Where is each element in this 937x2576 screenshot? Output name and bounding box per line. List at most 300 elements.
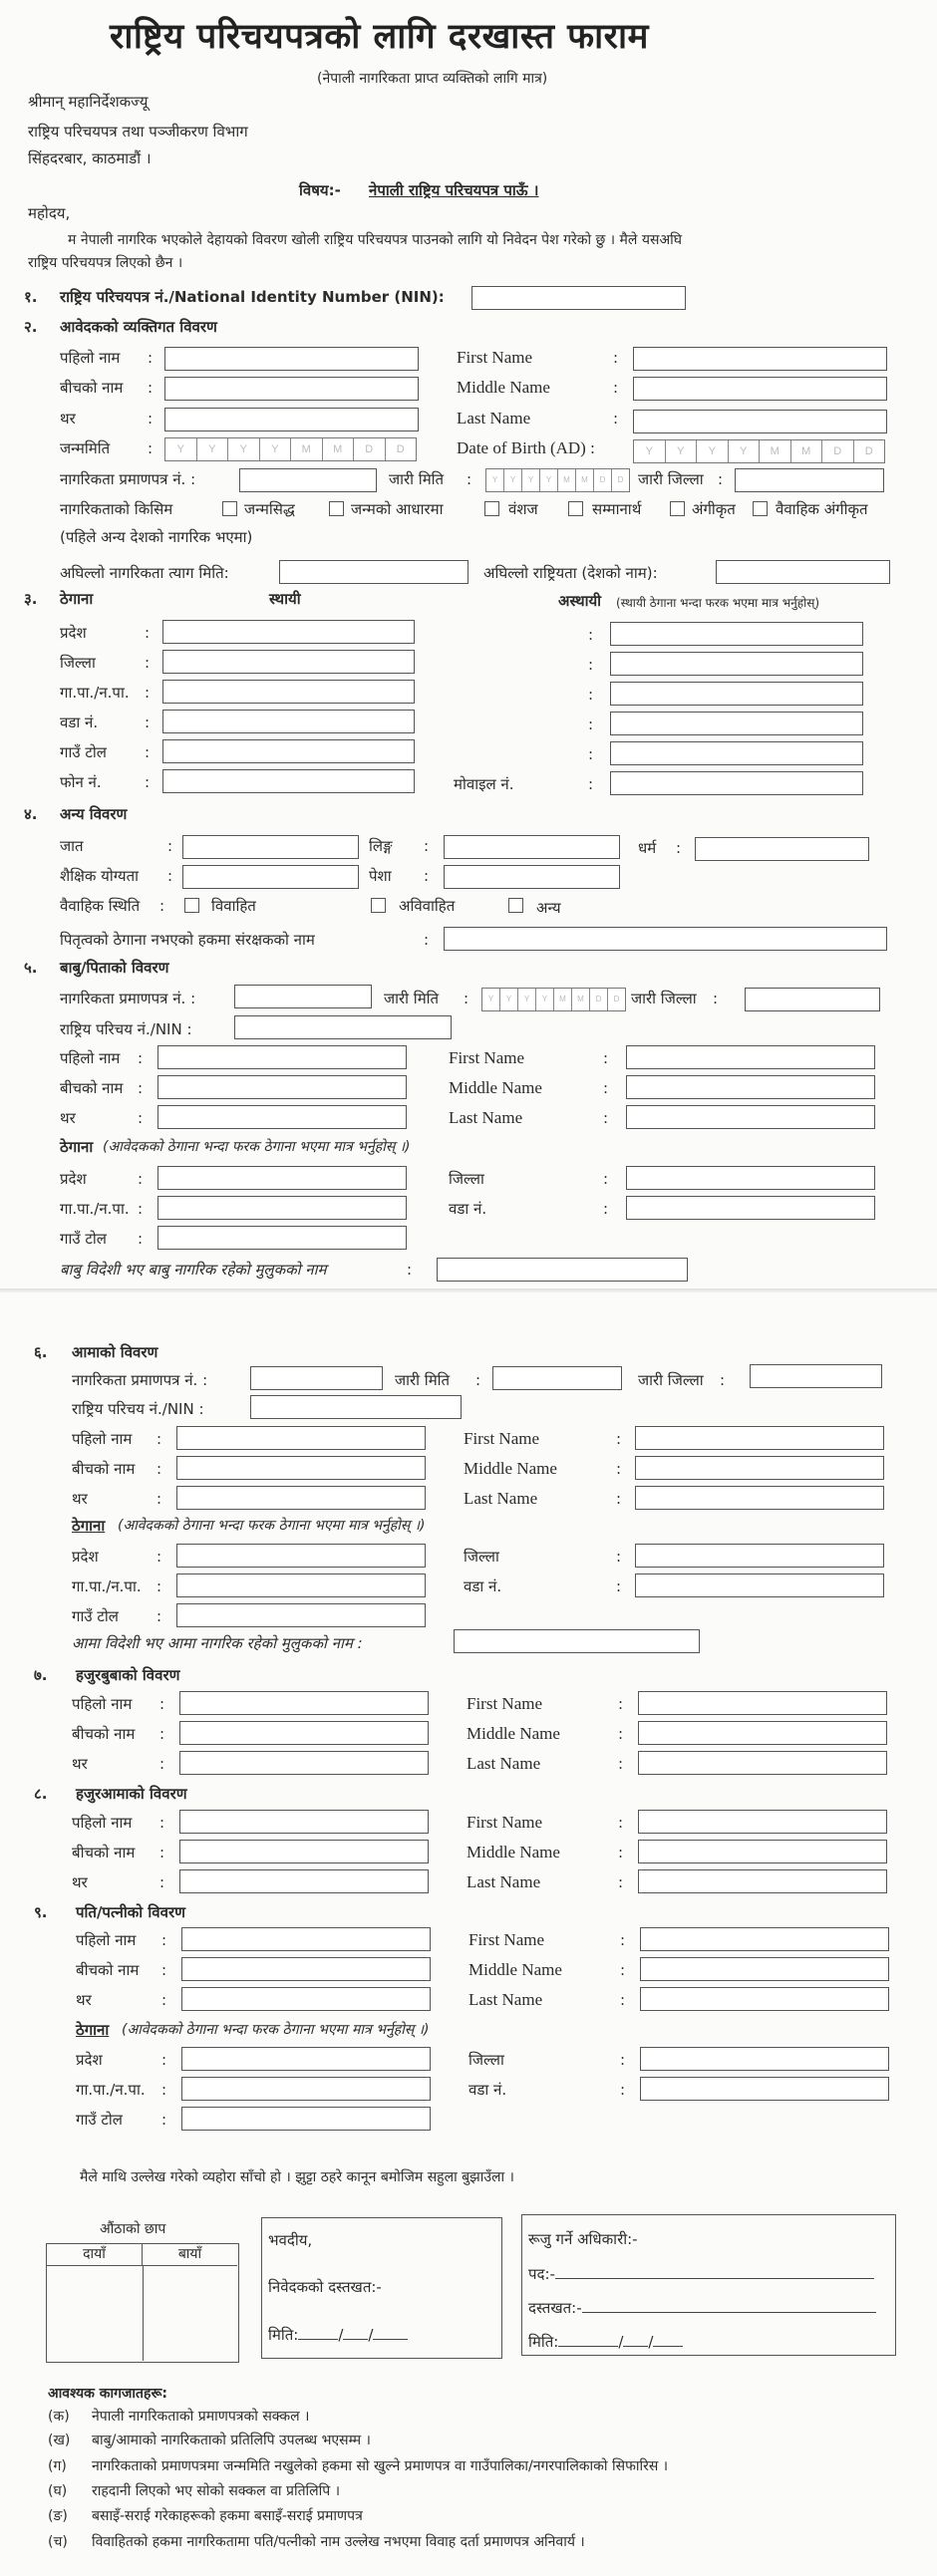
mother-tole-input[interactable]: [176, 1603, 426, 1627]
father-district-input[interactable]: [626, 1166, 875, 1190]
colon: :: [156, 1607, 162, 1625]
father-last-name-np-input[interactable]: [157, 1105, 407, 1129]
officer-post-label: पद:-: [528, 2265, 555, 2283]
grandmother-first-name-np-input[interactable]: [179, 1810, 429, 1834]
date-digit-cell[interactable]: Y: [228, 438, 260, 460]
colon: :: [620, 2081, 626, 2099]
marital-option: विवाहित: [211, 897, 256, 915]
father-issue-date-input[interactable]: [481, 988, 626, 1011]
applicant-tole-label: गाउँ टोल: [60, 743, 107, 761]
applicant-middle-name-np-label: बीचको नाम: [60, 379, 124, 397]
colon: :: [588, 716, 594, 733]
spouse-last-name-en-input[interactable]: [640, 1987, 889, 2011]
religion-input[interactable]: [695, 837, 869, 861]
section2-title: आवेदकको व्यक्तिगत विवरण: [60, 318, 217, 336]
citizenship-type-checkbox-5[interactable]: [753, 501, 768, 516]
education-input[interactable]: [182, 865, 359, 889]
spouse-first-name-en-label: First Name: [468, 1930, 545, 1949]
section7-number: ७.: [34, 1666, 48, 1684]
previous-citizenship-note: (पहिले अन्य देशको नागरिक भएमा): [60, 528, 253, 546]
colon: :: [138, 1200, 144, 1218]
citizenship-number-label: नागरिकता प्रमाणपत्र नं. :: [60, 470, 196, 488]
phone-label: फोन नं.: [60, 773, 102, 791]
colon: :: [603, 1170, 609, 1188]
grandfather-middle-name-np-label: बीचको नाम: [72, 1725, 136, 1743]
colon: :: [676, 839, 682, 857]
colon: :: [159, 1844, 165, 1861]
guardian-name-input[interactable]: [444, 927, 887, 951]
date-digit-cell[interactable]: M: [572, 989, 590, 1010]
colon: :: [620, 1961, 626, 1979]
marital-other-checkbox[interactable]: [508, 898, 523, 913]
colon: :: [618, 1725, 624, 1743]
colon: :: [620, 2051, 626, 2069]
issue-date-label: जारी मिति: [389, 470, 445, 488]
officer-date-label: मिति:: [528, 2333, 559, 2351]
declaration-text: मैले माथि उल्लेख गरेको व्यहोरा साँचो हो । झुट्टा ठहरे कानून बमोजिम सहुला बुझाउँला ।: [80, 2169, 514, 2185]
grandfather-middle-name-en-input[interactable]: [638, 1721, 887, 1745]
spouse-first-name-en-input[interactable]: [640, 1927, 889, 1951]
father-nin-input[interactable]: [234, 1015, 452, 1039]
colon: :: [713, 990, 719, 1007]
addressee-line-1: श्रीमान् महानिर्देशकज्यू: [28, 93, 149, 111]
father-district-label: जिल्ला: [449, 1170, 484, 1188]
page-break: [0, 1288, 937, 1292]
thumbprint-divider: [143, 2266, 144, 2361]
mother-foreign-country-input[interactable]: [454, 1629, 700, 1653]
spouse-tole-input[interactable]: [181, 2107, 431, 2131]
section5-title: बाबु/पिताको विवरण: [60, 959, 169, 977]
document-item-mark: (ग): [48, 2458, 67, 2474]
mother-district-input[interactable]: [635, 1544, 884, 1568]
spouse-first-name-np-input[interactable]: [181, 1927, 431, 1951]
grandfather-last-name-en-label: Last Name: [467, 1754, 541, 1773]
occupation-input[interactable]: [444, 865, 620, 889]
mother-citizenship-label: नागरिकता प्रमाणपत्र नं. :: [72, 1371, 208, 1389]
date-digit-cell[interactable]: Y: [482, 989, 500, 1010]
thumbprint-title: औंठाको छाप: [100, 2221, 166, 2237]
mobile-label: मोवाइल नं.: [454, 775, 514, 793]
grandmother-last-name-np-label: थर: [72, 1873, 88, 1891]
section4-number: ४.: [24, 805, 38, 823]
phone-input[interactable]: [162, 769, 415, 793]
required-documents-title: आवश्यक कागजातहरू:: [48, 2386, 167, 2402]
grandmother-middle-name-np-input[interactable]: [179, 1840, 429, 1863]
citizenship-number-input[interactable]: [239, 468, 377, 492]
spouse-middle-name-en-input[interactable]: [640, 1957, 889, 1981]
education-label: शैक्षिक योग्यता: [60, 867, 140, 885]
citizenship-type-label: नागरिकताको किसिम: [60, 500, 173, 518]
date-digit-cell[interactable]: Y: [522, 469, 540, 491]
date-digit-cell[interactable]: Y: [634, 440, 666, 462]
colon: :: [613, 379, 619, 397]
marital-option: अन्य: [536, 899, 561, 917]
document-item-text: बसाइँ-सराई गरेकाहरूको हकमा बसाइँ-सराई प्रमाणपत्र: [92, 2508, 363, 2524]
document-item-text: राहदानी लिएको भए सोको सक्कल वा प्रतिलिपि ।: [92, 2483, 341, 2499]
mother-issue-date-label: जारी मिति: [395, 1371, 451, 1389]
colon: :: [424, 837, 430, 855]
colon: :: [618, 1873, 624, 1891]
colon: :: [467, 470, 472, 488]
colon: :: [613, 349, 619, 367]
date-digit-cell[interactable]: D: [617, 475, 624, 484]
mother-first-name-en-input[interactable]: [635, 1426, 884, 1450]
mother-last-name-en-label: Last Name: [464, 1489, 538, 1508]
citizenship-type-checkbox-0[interactable]: [222, 501, 237, 516]
colon: :: [138, 1109, 144, 1127]
officer-signature-label: दस्तखत:-: [528, 2299, 582, 2317]
citizenship-type-checkbox-3[interactable]: [568, 501, 583, 516]
mother-middle-name-en-input[interactable]: [635, 1456, 884, 1480]
permanent-province-input[interactable]: [162, 620, 415, 644]
document-item-text: बाबु/आमाको नागरिकताको प्रतिलिपि उपलब्ध भएसम्म ।: [92, 2433, 371, 2448]
date-digit-cell[interactable]: Y: [504, 469, 522, 491]
mother-province-input[interactable]: [176, 1544, 426, 1568]
mother-last-name-np-input[interactable]: [176, 1486, 426, 1510]
mother-ward-label: वडा नं.: [464, 1577, 502, 1595]
mother-district-label: जिल्ला: [464, 1548, 499, 1566]
mother-middle-name-np-label: बीचको नाम: [72, 1460, 136, 1478]
applicant-last-name-np-input[interactable]: [164, 408, 419, 431]
grandfather-last-name-en-input[interactable]: [638, 1751, 887, 1775]
colon: :: [145, 684, 151, 702]
father-first-name-np-input[interactable]: [157, 1045, 407, 1069]
mother-middle-name-np-input[interactable]: [176, 1456, 426, 1480]
mother-ward-input[interactable]: [635, 1574, 884, 1597]
temporary-ward-input[interactable]: [610, 712, 863, 735]
colon: :: [148, 439, 154, 457]
gender-input[interactable]: [444, 835, 620, 859]
dob-en-label: Date of Birth (AD) :: [457, 438, 595, 457]
colon: :: [138, 1049, 144, 1067]
father-last-name-np-label: थर: [60, 1109, 76, 1127]
father-municipality-label: गा.पा./न.पा.: [60, 1200, 130, 1218]
grandmother-first-name-en-input[interactable]: [638, 1810, 887, 1834]
colon: :: [588, 745, 594, 763]
colon: :: [156, 1548, 162, 1566]
grandmother-last-name-en-label: Last Name: [467, 1872, 541, 1891]
subject-label: विषय:-: [299, 181, 341, 199]
applicant-last-name-np-label: थर: [60, 410, 76, 428]
father-tole-input[interactable]: [157, 1226, 407, 1250]
date-digit-cell[interactable]: Y: [165, 438, 197, 460]
date-digit-cell[interactable]: Y: [666, 440, 698, 462]
spouse-tole-label: गाउँ टोल: [76, 2111, 123, 2129]
temporary-address-header: अस्थायी: [558, 592, 602, 610]
grandmother-middle-name-en-input[interactable]: [638, 1840, 887, 1863]
date-digit-cell[interactable]: Y: [536, 989, 554, 1010]
regards-label: भवदीय,: [268, 2231, 313, 2249]
applicant-middle-name-en-input[interactable]: [633, 377, 887, 401]
mother-first-name-np-input[interactable]: [176, 1426, 426, 1450]
salutation: महोदय,: [28, 204, 71, 222]
colon: :: [159, 1873, 165, 1891]
applicant-last-name-en-input[interactable]: [633, 410, 887, 433]
mother-address-note: (आवेदकको ठेगाना भन्दा फरक ठेगाना भएमा मात्र भर्नुहोस् ।): [118, 1518, 426, 1534]
dob-en-date-input[interactable]: [633, 439, 885, 463]
colon: :: [618, 1695, 624, 1713]
colon: :: [156, 1577, 162, 1595]
nin-input[interactable]: [471, 286, 686, 310]
grandfather-first-name-en-input[interactable]: [638, 1691, 887, 1715]
document-item-mark: (ख): [48, 2433, 71, 2448]
section1-number: १.: [24, 288, 38, 306]
date-digit-cell[interactable]: Y: [540, 469, 558, 491]
permanent-district-input[interactable]: [162, 650, 415, 674]
father-ward-input[interactable]: [626, 1196, 875, 1220]
spouse-address-label: ठेगाना: [76, 2021, 110, 2039]
colon: :: [145, 773, 151, 791]
colon: :: [138, 1230, 144, 1248]
permanent-municipality-input[interactable]: [162, 680, 415, 704]
previous-renounce-date-input[interactable]: [279, 560, 468, 584]
father-middle-name-np-input[interactable]: [157, 1075, 407, 1099]
father-last-name-en-label: Last Name: [449, 1108, 523, 1127]
marital-unmarried-checkbox[interactable]: [371, 898, 386, 913]
date-digit-cell[interactable]: Y: [197, 438, 229, 460]
marital-married-checkbox[interactable]: [184, 898, 199, 913]
grandmother-last-name-np-input[interactable]: [179, 1869, 429, 1893]
date-digit-cell[interactable]: M: [554, 989, 572, 1010]
document-item-text: विवाहितको हकमा नागरिकतामा पति/पत्नीको नाम उल्लेख नभएमा विवाह दर्ता प्रमाणपत्र अनिवार्य ।: [92, 2534, 585, 2550]
officer-signature-field[interactable]: [528, 2299, 876, 2317]
grandmother-first-name-np-label: पहिलो नाम: [72, 1814, 133, 1832]
grandfather-first-name-en-label: First Name: [467, 1694, 543, 1713]
spouse-ward-input[interactable]: [640, 2077, 889, 2101]
form-subtitle: (नेपाली नागरिकता प्राप्त व्यक्तिको लागि मात्र): [317, 71, 548, 87]
colon: :: [720, 1371, 726, 1389]
colon: :: [159, 1814, 165, 1832]
officer-post-field[interactable]: [528, 2265, 874, 2283]
section7-title: हजुरबुबाको विवरण: [76, 1666, 180, 1684]
colon: :: [138, 1170, 144, 1188]
father-citizenship-label: नागरिकता प्रमाणपत्र नं. :: [60, 990, 196, 1007]
mother-issue-date-input[interactable]: [492, 1366, 622, 1390]
applicant-first-name-en-input[interactable]: [633, 347, 887, 371]
temporary-municipality-input[interactable]: [610, 682, 863, 706]
father-province-input[interactable]: [157, 1166, 407, 1190]
date-digit-cell[interactable]: M: [791, 440, 823, 462]
colon: :: [464, 990, 469, 1007]
applicant-ward-label: वडा नं.: [60, 714, 99, 731]
colon: :: [148, 410, 154, 428]
applicant-first-name-np-label: पहिलो नाम: [60, 349, 121, 367]
date-digit-cell[interactable]: D: [822, 440, 854, 462]
colon: :: [156, 1460, 162, 1478]
citizenship-type-option: वंशज: [508, 500, 538, 518]
date-digit-cell[interactable]: M: [323, 438, 355, 460]
mobile-input[interactable]: [610, 771, 863, 795]
applicant-signature-label: निवेदकको दस्तखत:-: [268, 2278, 382, 2296]
date-digit-cell[interactable]: Y: [260, 438, 292, 460]
mother-issue-district-label: जारी जिल्ला: [638, 1371, 704, 1389]
mother-nin-label: राष्ट्रिय परिचय नं./NIN :: [72, 1400, 204, 1418]
colon: :: [161, 2081, 167, 2099]
spouse-last-name-np-input[interactable]: [181, 1987, 431, 2011]
colon: :: [588, 626, 594, 644]
temporary-tole-input[interactable]: [610, 741, 863, 765]
dob-np-label: जन्ममिति: [60, 439, 111, 457]
spouse-middle-name-np-input[interactable]: [181, 1957, 431, 1981]
citizenship-type-checkbox-4[interactable]: [670, 501, 685, 516]
colon: :: [616, 1460, 622, 1478]
date-digit-cell[interactable]: D: [396, 443, 405, 455]
colon: :: [718, 470, 724, 488]
mother-last-name-np-label: थर: [72, 1490, 88, 1508]
date-digit-cell[interactable]: M: [291, 438, 323, 460]
colon: :: [424, 867, 430, 885]
mother-foreign-country-label: आमा विदेशी भए आमा नागरिक रहेको मुलुकको नाम :: [72, 1634, 363, 1652]
citizenship-type-checkbox-2[interactable]: [484, 501, 499, 516]
mother-province-label: प्रदेश: [72, 1548, 99, 1566]
mother-issue-district-input[interactable]: [750, 1364, 882, 1388]
father-first-name-en-label: First Name: [449, 1048, 525, 1067]
date-digit-cell[interactable]: D: [354, 438, 386, 460]
father-municipality-input[interactable]: [157, 1196, 407, 1220]
marital-option: अविवाहित: [399, 897, 456, 915]
permanent-tole-input[interactable]: [162, 739, 415, 763]
section4-title: अन्य विवरण: [60, 805, 128, 823]
father-last-name-en-input[interactable]: [626, 1105, 875, 1129]
spouse-last-name-en-label: Last Name: [468, 1990, 543, 2009]
colon: :: [613, 410, 619, 428]
father-middle-name-en-input[interactable]: [626, 1075, 875, 1099]
colon: :: [618, 1814, 624, 1832]
previous-nationality-label: अघिल्लो राष्ट्रियता (देशको नाम):: [483, 564, 658, 582]
colon: :: [588, 656, 594, 674]
colon: :: [161, 1961, 167, 1979]
colon: :: [603, 1049, 609, 1067]
date-digit-cell[interactable]: D: [864, 445, 873, 457]
applicant-signature-box: [261, 2217, 502, 2359]
colon: :: [138, 1079, 144, 1097]
spouse-district-label: जिल्ला: [468, 2051, 504, 2069]
father-first-name-en-input[interactable]: [626, 1045, 875, 1069]
grandfather-middle-name-np-input[interactable]: [179, 1721, 429, 1745]
mother-municipality-input[interactable]: [176, 1574, 426, 1597]
dob-np-date-input[interactable]: [164, 437, 417, 461]
colon: :: [145, 654, 151, 672]
grandfather-last-name-np-label: थर: [72, 1755, 88, 1773]
issue-date-input[interactable]: [485, 468, 630, 492]
father-issue-district-input[interactable]: [745, 988, 880, 1011]
father-citizenship-input[interactable]: [234, 985, 372, 1008]
document-item-mark: (क): [48, 2409, 70, 2425]
mother-citizenship-input[interactable]: [250, 1366, 383, 1390]
occupation-label: पेशा: [369, 867, 392, 885]
spouse-municipality-input[interactable]: [181, 2077, 431, 2101]
issue-district-input[interactable]: [735, 468, 884, 492]
previous-nationality-input[interactable]: [716, 560, 890, 584]
document-item-text: नागरिकताको प्रमाणपत्रमा जन्ममिति नखुलेको हकमा सो खुल्ने प्रमाणपत्र वा गाउँपालिका/नगरपालिकाको सिफारिस ।: [92, 2458, 669, 2474]
father-middle-name-en-label: Middle Name: [449, 1078, 542, 1097]
date-digit-cell[interactable]: Y: [486, 469, 504, 491]
spouse-province-input[interactable]: [181, 2047, 431, 2071]
date-digit-cell[interactable]: M: [576, 469, 594, 491]
colon: :: [159, 1755, 165, 1773]
grandfather-first-name-np-input[interactable]: [179, 1691, 429, 1715]
colon: :: [620, 1991, 626, 2009]
marital-status-label: वैवाहिक स्थिति: [60, 897, 141, 915]
date-digit-cell[interactable]: Y: [500, 989, 518, 1010]
father-issue-date-label: जारी मिति: [384, 990, 440, 1007]
date-digit-cell[interactable]: Y: [697, 440, 729, 462]
officer-title: रूजु गर्ने अधिकारी:-: [528, 2230, 638, 2248]
spouse-district-input[interactable]: [640, 2047, 889, 2071]
father-issue-district-label: जारी जिल्ला: [631, 990, 697, 1007]
colon: :: [145, 624, 151, 642]
caste-input[interactable]: [182, 835, 359, 859]
mother-tole-label: गाउँ टोल: [72, 1607, 119, 1625]
caste-label: जात: [60, 837, 84, 855]
mother-middle-name-en-label: Middle Name: [464, 1459, 557, 1478]
colon: :: [618, 1755, 624, 1773]
section3-number: ३.: [24, 590, 38, 608]
citizenship-type-option: जन्मको आधारमा: [351, 500, 444, 518]
colon: :: [603, 1109, 609, 1127]
father-foreign-country-input[interactable]: [437, 1258, 688, 1282]
date-digit-cell[interactable]: D: [613, 995, 620, 1003]
spouse-ward-label: वडा नं.: [468, 2081, 507, 2099]
addressee-line-2: राष्ट्रिय परिचयपत्र तथा पञ्जीकरण विभाग: [28, 123, 248, 141]
issue-district-label: जारी जिल्ला: [638, 470, 704, 488]
father-middle-name-np-label: बीचको नाम: [60, 1079, 124, 1097]
addressee-line-3: सिंहदरबार, काठमाडौं ।: [28, 149, 152, 167]
colon: :: [156, 1430, 162, 1448]
colon: :: [156, 1490, 162, 1508]
citizenship-type-option: सम्मानार्थ: [592, 500, 642, 518]
permanent-ward-input[interactable]: [162, 710, 415, 733]
mother-municipality-label: गा.पा./न.पा.: [72, 1577, 142, 1595]
section8-number: ८.: [34, 1785, 48, 1803]
section6-title: आमाको विवरण: [72, 1343, 158, 1361]
officer-date-field[interactable]: मिति: / /: [528, 2333, 683, 2351]
grandmother-last-name-en-input[interactable]: [638, 1869, 887, 1893]
father-tole-label: गाउँ टोल: [60, 1230, 107, 1248]
applicant-first-name-en-label: First Name: [457, 348, 533, 367]
mother-last-name-en-input[interactable]: [635, 1486, 884, 1510]
colon: :: [159, 1695, 165, 1713]
colon: :: [161, 1931, 167, 1949]
section2-number: २.: [24, 318, 38, 336]
section3-title: ठेगाना: [60, 590, 94, 608]
date-digit-cell[interactable]: Y: [729, 440, 761, 462]
father-nin-label: राष्ट्रिय परिचय नं./NIN :: [60, 1020, 192, 1038]
date-digit-cell[interactable]: M: [760, 440, 791, 462]
thumbprint-left-header: बायाँ: [143, 2244, 237, 2266]
section1-label: राष्ट्रिय परिचयपत्र नं./National Identity Number (NIN):: [60, 288, 445, 306]
colon: :: [475, 1371, 481, 1389]
applicant-middle-name-np-input[interactable]: [164, 377, 419, 401]
spouse-first-name-np-label: पहिलो नाम: [76, 1931, 137, 1949]
date-digit-cell[interactable]: D: [594, 469, 612, 491]
date-digit-cell[interactable]: M: [558, 469, 576, 491]
applicant-first-name-np-input[interactable]: [164, 347, 419, 371]
grandfather-last-name-np-input[interactable]: [179, 1751, 429, 1775]
applicant-date-field[interactable]: मिति: / /: [268, 2326, 408, 2344]
mother-first-name-np-label: पहिलो नाम: [72, 1430, 133, 1448]
officer-verification-box: [521, 2214, 896, 2356]
date-digit-cell[interactable]: Y: [518, 989, 536, 1010]
date-digit-cell[interactable]: D: [590, 989, 608, 1010]
mother-nin-input[interactable]: [250, 1395, 462, 1419]
colon: :: [145, 743, 151, 761]
applicant-province-label: प्रदेश: [60, 624, 87, 642]
citizenship-type-checkbox-1[interactable]: [329, 501, 344, 516]
temporary-district-input[interactable]: [610, 652, 863, 676]
previous-renounce-date-label: अघिल्लो नागरिकता त्याग मिति:: [60, 564, 229, 582]
temporary-province-input[interactable]: [610, 622, 863, 646]
